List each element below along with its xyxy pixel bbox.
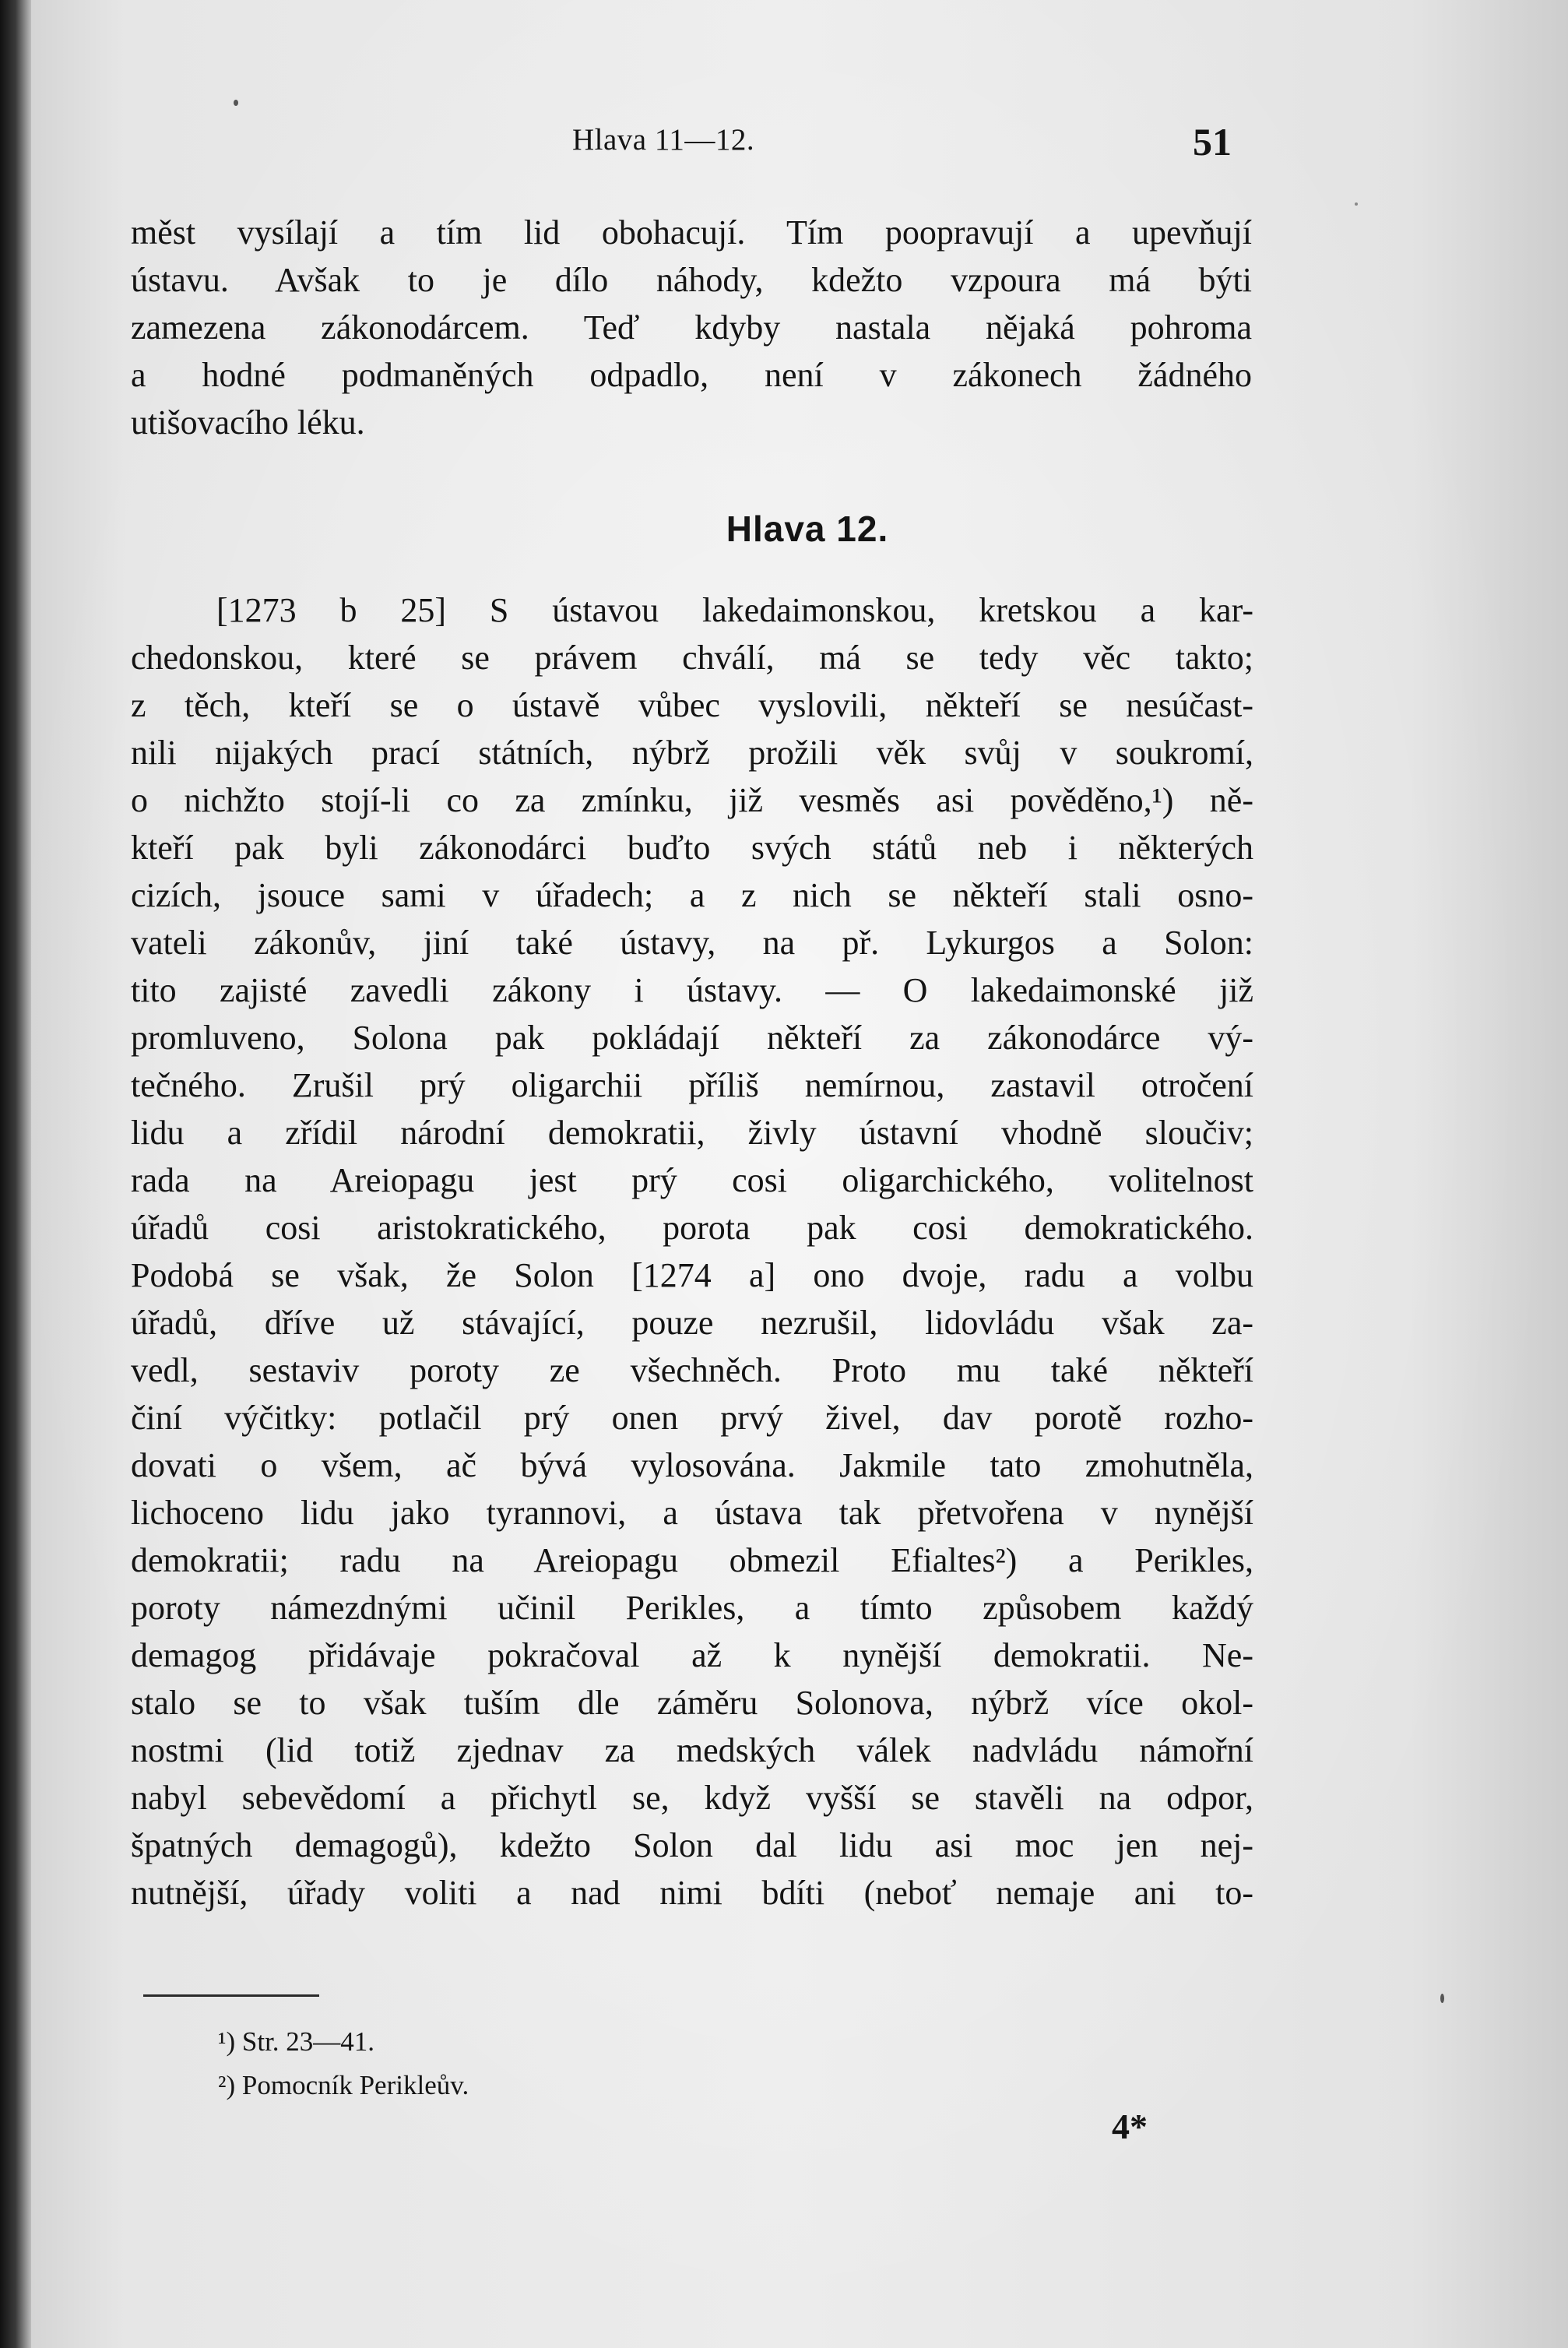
text-line: cizích, jsouce sami v úřadech; a z nich se někteří stali osno- (131, 876, 1253, 914)
text-line: promluveno, Solona pak pokládají někteří za zákonodárce vý- (131, 1019, 1253, 1057)
text-line: nabyl sebevědomí a přichytl se, když vyšší se stavěli na odpor, (131, 1779, 1253, 1817)
text-line: lidu a zřídil národní demokratii, živly ústavní vhodně sloučiv; (131, 1114, 1253, 1152)
text-line: a hodné podmaněných odpadlo, není v zákonech žádného (131, 356, 1252, 394)
scan-speck (234, 100, 238, 106)
paragraph-1 (131, 209, 1252, 446)
footnote-1: ¹) Str. 23—41. (218, 2026, 375, 2057)
running-head: Hlava 11—12. (572, 123, 755, 157)
footnotes (218, 2020, 469, 2107)
text-line: zamezena zákonodárcem. Teď kdyby nastala nějaká pohroma (131, 308, 1252, 347)
text-line: nili nijakých prací státních, nýbrž prožili věk svůj v soukromí, (131, 734, 1253, 772)
chapter-heading: Hlava 12. (726, 509, 889, 549)
text-line: demagog přidávaje pokračoval až k nynější demokratii. Ne- (131, 1636, 1253, 1674)
scan-speck (1440, 1994, 1444, 2003)
paragraph-2 (131, 586, 1253, 1917)
signature-mark: 4* (1112, 2107, 1148, 2146)
text-line: Podobá se však, že Solon [1274 a] ono dvoje, radu a volbu (131, 1256, 1253, 1294)
text-line: rada na Areiopagu jest prý cosi oligarchického, volitelnost (131, 1161, 1253, 1199)
text-line: [1273 b 25] S ústavou lakedaimonskou, kretskou a kar- (216, 591, 1253, 629)
text-line: tito zajisté zavedli zákony i ústavy. — O lakedaimonské již (131, 971, 1253, 1009)
text-line: poroty námezdnými učinil Perikles, a tímto způsobem každý (131, 1589, 1253, 1627)
footnote-2: ²) Pomocník Perikleův. (218, 2070, 469, 2100)
footnote-divider (143, 1994, 319, 1997)
text-line: z těch, kteří se o ústavě vůbec vyslovili, někteří se nesúčast- (131, 686, 1253, 724)
book-spine-shadow (0, 0, 31, 2348)
text-line: utišovacího léku. (131, 403, 365, 442)
text-line: stalo se to však tuším dle záměru Solonova, nýbrž více okol- (131, 1684, 1253, 1722)
text-line: činí výčitky: potlačil prý onen prvý živel, dav porotě rozho- (131, 1399, 1253, 1437)
text-line: kteří pak byli zákonodárci buďto svých států neb i některých (131, 829, 1253, 867)
text-line: vateli zákonův, jiní také ústavy, na př. Lykurgos a Solon: (131, 924, 1253, 962)
text-line: demokratii; radu na Areiopagu obmezil Efialtes²) a Perikles, (131, 1541, 1253, 1579)
text-line: vedl, sestaviv poroty ze všechněch. Proto mu také někteří (131, 1351, 1253, 1389)
text-line: ústavu. Avšak to je dílo náhody, kdežto vzpoura má býti (131, 261, 1252, 299)
text-line: úřadů, dříve už stávající, pouze nezrušil, lidovládu však za- (131, 1304, 1253, 1342)
text-line: o nichžto stojí-li co za zmínku, již vesměs asi pověděno,¹) ně- (131, 781, 1253, 819)
text-line: nutnější, úřady voliti a nad nimi bdíti (neboť nemaje ani to- (131, 1874, 1253, 1912)
text-line: úřadů cosi aristokratického, porota pak cosi demokratického. (131, 1209, 1253, 1247)
text-line: lichoceno lidu jako tyrannovi, a ústava tak přetvořena v nynější (131, 1494, 1253, 1532)
page-number: 51 (1193, 120, 1232, 164)
text-line: měst vysílají a tím lid obohacují. Tím poopravují a upevňují (131, 213, 1252, 252)
text-line: tečného. Zrušil prý oligarchii příliš nemírnou, zastavil otročení (131, 1066, 1253, 1104)
scan-speck (1355, 202, 1358, 206)
text-line: špatných demagogů), kdežto Solon dal lidu asi moc jen nej- (131, 1826, 1253, 1864)
text-line: nostmi (lid totiž zjednav za medských válek nadvládu námořní (131, 1731, 1253, 1769)
text-line: dovati o všem, ač bývá vylosována. Jakmile tato zmohutněla, (131, 1446, 1253, 1484)
text-line: chedonskou, které se právem chválí, má se tedy věc takto; (131, 639, 1253, 677)
